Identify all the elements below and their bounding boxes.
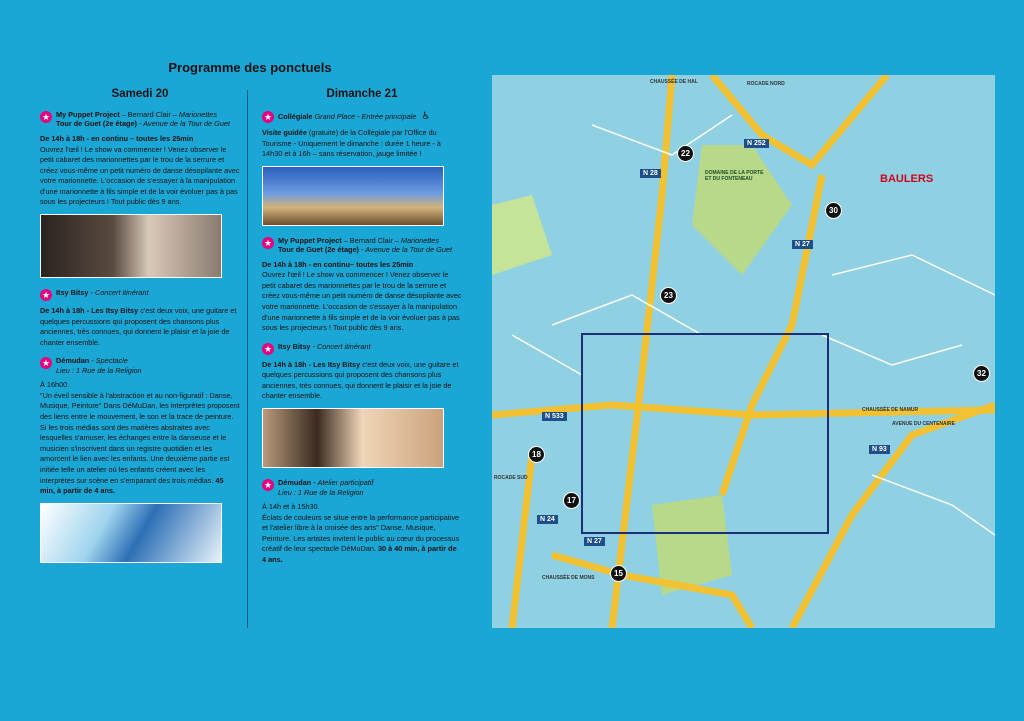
event-time: À 16h00. [40, 380, 70, 390]
event-text: "Un éveil sensible à l'abstraction et au non-figuratif : Danse, Musique, Peinture" Dans DéMuDan, les interprètes proposent des liens entre le mouvement, le son et la trace de peinture. Si les trois médias sont des matières abstraites avec lesquelles s'amuser, les échanges entre la danseuse et le musicien s'inscrivent dans un registre quotidien et les amorcent le lien avec les enfants. Une deuxième partie est initiée telle un atelier où les enfants créent avec les interprètes sur scène en s'emparant des trois médias. [40, 390, 240, 485]
city-center-frame [581, 333, 829, 534]
map-marker[interactable]: 15 [610, 565, 627, 582]
map-town-label: BAULERS [880, 173, 934, 185]
event-subtitle: - Concert itinérant [312, 341, 371, 351]
event-credit-italic: Marionettes [400, 235, 440, 245]
route-label: N 28 [640, 169, 661, 178]
event-credit-italic: Marionettes [178, 110, 218, 119]
route-label: N 27 [792, 240, 813, 249]
event-place: Lieu : 1 Rue de la Religion [278, 487, 364, 497]
event-text: c'est deux voix, une guitare et quelques percussions qui proposent des chansons plus anciennes, très connues, qui donnent le plaisir et la joie de chanter ensemble. [40, 306, 237, 347]
event-place: Grand Place - Entrée principale [314, 112, 417, 121]
event-time: Visite guidée [262, 128, 307, 137]
event-time: De 14h à 18h - en continu – toutes les 25min [40, 133, 194, 143]
event-title: My Puppet Project [278, 235, 342, 245]
wheelchair-icon: ♿ [421, 111, 431, 122]
map-marker[interactable]: 23 [660, 287, 677, 304]
saturday-column [40, 88, 240, 573]
event-place: Lieu : 1 Rue de la Religion [56, 365, 142, 375]
star-icon: ★ [41, 290, 51, 301]
event-demudan-sun [262, 478, 462, 565]
route-label: N 24 [537, 515, 558, 524]
itsy-bitsy-photo [262, 408, 444, 468]
star-icon: ★ [41, 112, 51, 122]
route-label: N 252 [744, 139, 769, 148]
event-title: My Puppet Project [56, 110, 120, 119]
event-subtitle: - Spectacle [91, 356, 128, 366]
dance-photo [40, 503, 222, 563]
map-marker[interactable]: 17 [563, 492, 580, 509]
event-credit: – Bernard Clair – [343, 235, 399, 245]
event-subtitle: - Concert itinérant [90, 288, 149, 298]
map-street-label: CHAUSSÉE DE MONS [542, 575, 595, 581]
event-subtitle: - Atelier participatif [313, 478, 374, 488]
map-street-label: AVENUE DU CENTENAIRE [892, 421, 955, 427]
sunday-column [262, 88, 462, 574]
event-itsy-sun [262, 342, 462, 468]
event-title: Itsy Bitsy [56, 288, 89, 298]
star-icon: ★ [263, 112, 273, 122]
event-place: Tour de Guet (2e étage) [278, 245, 359, 255]
map-street-label: ROCADE NORD [747, 81, 785, 87]
puppet-photo [40, 214, 222, 278]
route-label: N 533 [542, 412, 567, 421]
saturday-heading: Samedi 20 [111, 88, 169, 100]
event-title: Démudan [278, 478, 312, 488]
sunday-heading: Dimanche 21 [326, 88, 398, 100]
event-title: Itsy Bitsy [278, 341, 311, 351]
event-place: Tour de Guet (2e étage) [56, 119, 137, 129]
map-park-label: DOMAINE DE LA PORTE ET DU FONTENEAU [705, 170, 764, 182]
column-divider [247, 90, 248, 628]
event-tail: 30 à 40 min, à partir de 4 ans. [262, 544, 457, 564]
event-puppet-sat [40, 110, 240, 278]
route-label: N 93 [869, 445, 890, 454]
map-marker[interactable]: 22 [677, 145, 694, 162]
event-itsy-sat [40, 288, 240, 348]
event-text: c'est deux voix, une guitare et quelques percussions qui proposent des chansons plus anciennes, très connues, qui donnent le plaisir et la joie de chanter ensemble. [262, 359, 459, 401]
event-time: De 14h à 18h - Les Itsy Bitsy [262, 359, 361, 369]
event-time: De 14h à 18h - en continu– toutes les 25min [262, 259, 414, 269]
map-street-label: ROCADE SUD [494, 475, 528, 481]
event-tail: 45 min, à partir de 4 ans. [40, 475, 224, 496]
map-street-label: CHAUSSÉE DE HAL [650, 79, 698, 85]
event-time: De 14h à 18h - Les Itsy Bitsy [40, 306, 139, 316]
event-text: Ouvrez l'œil ! Le show va commencer ! Venez observer le petit cabaret des marionnettes par le trou de la serrure et créez vous-même un petit numéro de danse désopilante avec votre marionnette. L'occasion de s'essayer à la manipulation d'une marionnette à fils simple et de la voir évoluer pas à pas sous les projecteurs ! Tout public dès 9 ans. [262, 270, 462, 333]
route-label: N 27 [584, 537, 605, 546]
event-credit: – Bernard Clair – [121, 110, 177, 119]
star-icon: ★ [263, 480, 273, 491]
map-marker[interactable]: 30 [825, 202, 842, 219]
star-icon: ★ [263, 237, 273, 248]
star-icon: ★ [263, 343, 273, 354]
event-text: Ouvrez l'œil ! Le show va commencer ! Venez observer le petit cabaret des marionnettes par le trou de la serrure et créez vous-même un petit numéro de danse désopilante avec votre marionnette. L'occasion de s'essayer à la manipulation d'une marionnette à fils simple et de la voir évoluer pas à pas sous les projecteurs ! Tout public dès 9 ans. [40, 144, 240, 207]
event-title: Collégiale [278, 112, 313, 121]
town-map[interactable] [492, 75, 995, 628]
event-time: À 14h et à 15h30. [262, 502, 320, 512]
collegiale-photo [262, 166, 444, 226]
event-text: (gratuite) de la Collégiale par l'Office du Tourisme - Uniquement le dimanche : durée 1 heure - à 14h30 et à 16h – sans réservation, jauge limitée ! [262, 128, 441, 159]
event-text: Éclats de couleurs se situe entre la performance participative et l'atelier libre à la croisée des arts" Danse, Musique, Peinture. Les artistes invitent le public au cœur du processus créatif de leur spectacle DéMuDan. [262, 512, 460, 554]
star-icon: ★ [41, 358, 51, 369]
event-place-detail: - Avenue de la Tour de Guet [139, 119, 231, 129]
event-collegiale [262, 110, 462, 226]
map-street-label: CHAUSSÉE DE NAMUR [862, 407, 919, 413]
event-place-detail: - Avenue de la Tour de Guet [361, 245, 453, 255]
page-title: Programme des ponctuels [168, 60, 332, 75]
map-marker[interactable]: 32 [973, 365, 990, 382]
event-demudan-sat [40, 356, 240, 562]
event-title: Démudan [56, 356, 90, 366]
map-marker[interactable]: 18 [528, 446, 545, 463]
event-puppet-sun [262, 236, 462, 334]
